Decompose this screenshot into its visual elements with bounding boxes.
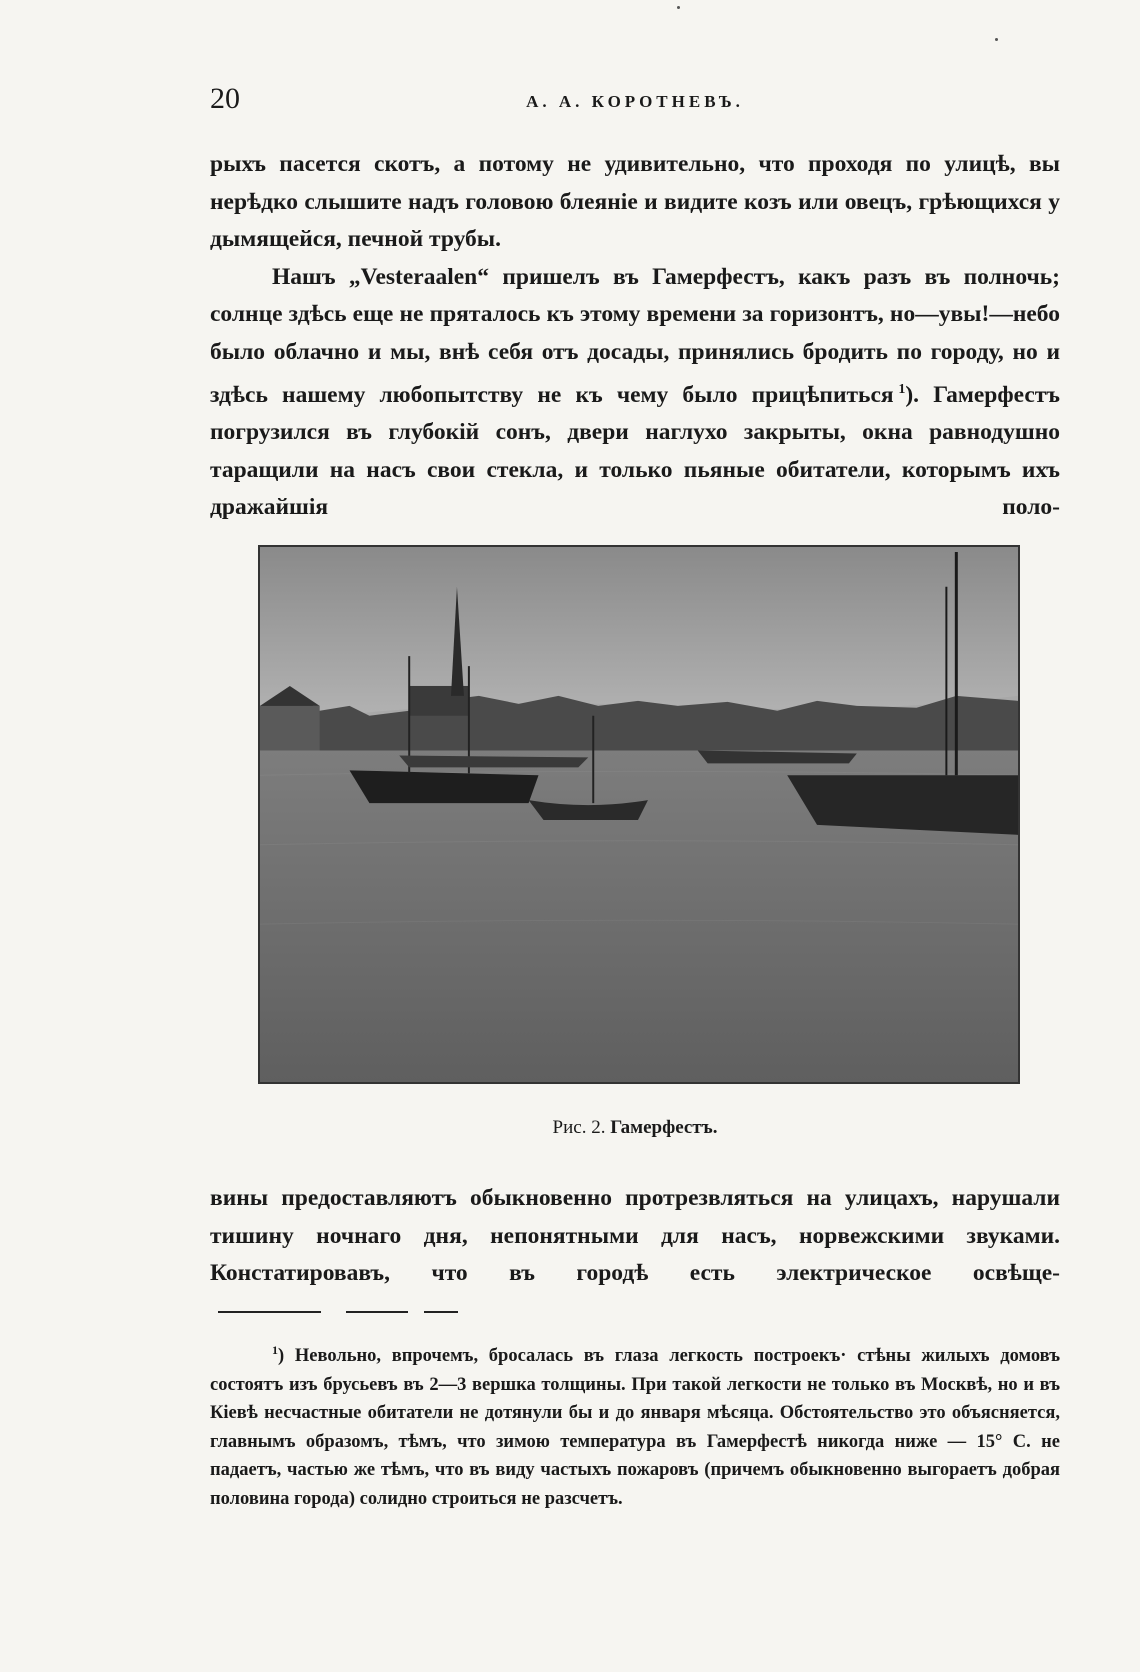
figure-title: Гамерфестъ.	[610, 1117, 718, 1138]
paragraph-2	[210, 259, 1060, 527]
paragraph-2-text: Нашъ „Vesteraalen“ пришелъ въ Гамерфестъ, какъ разъ въ полночь; солнце здѣсь еще не пряталось къ этому времени за горизонтъ, но—увы!—небо было облачно и мы, внѣ себя отъ досады, принялись бродить по городу, но и здѣсь нашему любопытству не къ чему было прицѣпиться	[210, 263, 1060, 408]
body-text-top	[210, 146, 1060, 527]
scan-speck	[995, 38, 998, 41]
footnote-marker: 1	[272, 1343, 278, 1357]
figure-caption	[210, 1117, 1060, 1139]
footnote-text: ) Невольно, впрочемъ, бросалась въ глаза легкость построекъ· стѣны жилыхъ домовъ состоятъ изъ брусьевъ въ 2—3 вершка толщины. При такой легкости не только въ Москвѣ, но и въ Кіевѣ несчастные обитатели не дотянули бы и до января мѣсяца. Обстоятельство это объясняется, главнымъ образомъ, тѣмъ, что зимою температура въ Гамерфестѣ никогда ниже — 15° С. не падаетъ, частью же тѣмъ, что въ виду частыхъ пожаровъ (причемъ обыкновенно выгораетъ добрая половина города) солидно строиться не разсчетъ.	[210, 1346, 1060, 1509]
harbor-photograph	[258, 545, 1020, 1084]
footnote-separator	[218, 1311, 473, 1313]
paragraph-1: рыхъ пасется скотъ, а потому не удивительно, что проходя по улицѣ, вы нерѣдко слышите надъ головою блеяніе и видите козъ или овецъ, грѣющихся у дымящейся, печной трубы.	[210, 151, 1060, 252]
page-header	[210, 82, 1060, 122]
paragraph-2-continued: ). Гамерфестъ погрузился въ глубокій сонъ, двери наглухо закрыты, окна равнодушно таращили на насъ свои стекла, и только пьяные обитатели, которымъ ихъ дражайшія поло-	[210, 381, 1060, 521]
footnote	[210, 1336, 1060, 1513]
body-text-bottom	[210, 1180, 1060, 1293]
running-head: А. А. КОРОТНЕВЪ.	[526, 92, 744, 111]
footnote-reference[interactable]: 1	[898, 382, 906, 397]
paragraph-3: вины предоставляютъ обыкновенно протрезвляться на улицахъ, нарушали тишину ночнаго дня, непонятными для насъ, норвежскими звуками. Констатировавъ, что въ городѣ есть электрическое освѣще-	[210, 1185, 1060, 1286]
scan-speck	[677, 6, 680, 9]
figure-label: Рис. 2.	[552, 1117, 606, 1138]
hammerfest-harbor-image	[260, 547, 1018, 1082]
footnote-paragraph	[210, 1336, 1060, 1513]
page-number: 20	[210, 82, 240, 115]
